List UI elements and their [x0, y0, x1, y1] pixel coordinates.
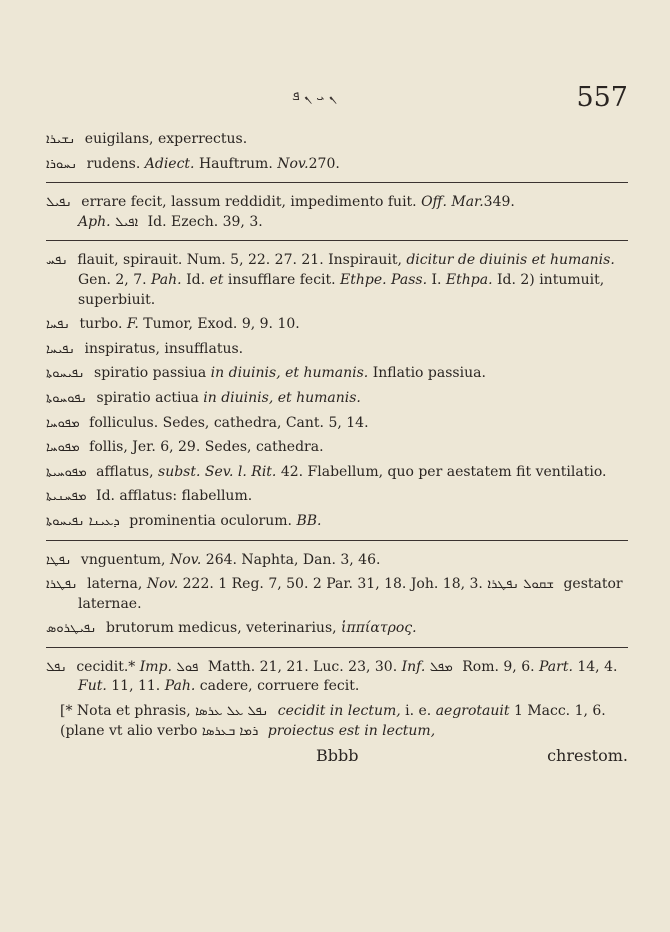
page-number: 557 [576, 82, 628, 113]
syriac-headword: ܢܦܝܠ [46, 195, 72, 211]
entry-prominentia: ܕܥܝܢܐ ܢܦܝܚܘܬܐ prominentia oculorum. BB. [46, 512, 322, 529]
entry-follis: ܡܦܘܚܐ follis, Jer. 6, 29. Sedes, cathedra. [46, 439, 324, 456]
entry-inspiratus: ܢܦܝܚܐ inspiratus, insufflatus. [46, 340, 244, 357]
section-divider [46, 647, 628, 648]
catchword: chrestom. [547, 746, 628, 766]
syriac-headword: ܡܦܘܚܐ [46, 415, 80, 431]
section-divider [46, 182, 628, 183]
entry-euigilans: ܢܫܝܪܐ euigilans, experrectus. [46, 131, 248, 147]
page-header [0, 82, 670, 122]
signature-mark: Bbbb [316, 746, 359, 766]
syriac-form: ܦܘܠ [176, 659, 199, 675]
syriac-phrase: ܪܡܐ ܒܥܪܣܐ [201, 723, 259, 739]
entry-flabellum: ܡܦܚܢܝܬܐ Id. afflatus: flabellum. [46, 488, 253, 505]
entry-folliculus: ܡܦܘܚܐ folliculus. Sedes, cathedra, Cant. 5, 14. [46, 414, 369, 431]
dictionary-entries [46, 130, 628, 766]
syriac-headword: ܡܦܚܢܝܬܐ [46, 489, 87, 505]
syriac-headword: ܕܥܝܢܐ ܢܦܝܚܘܬܐ [46, 513, 120, 529]
syriac-headword: ܡܦܘܚܐ [46, 440, 80, 456]
entry-cecidit: ܢܦܠ cecidit.* Imp. ܦܘܠ Matth. 21, 21. Luc. 23, 30. Inf. ܡܦܠ Rom. 9, 6. Part. 14, 4. Fut. 11, 11. Pah. cadere, corruere fecit. [46, 658, 618, 695]
syriac-headword: ܢܚܘܪܐ [46, 156, 78, 172]
syriac-headword: ܢܦܝܚܐ [46, 341, 76, 357]
page-footer [46, 746, 628, 766]
syriac-headword: ܢܦܚ [46, 253, 68, 269]
syriac-headword: ܢܦܛܐ [46, 552, 72, 568]
running-head: ܢ ܝ ܢ ܦ [292, 88, 337, 104]
syriac-form: ܐܦܝܠ [115, 214, 139, 230]
syriac-form: ܡܦܠ [429, 659, 453, 675]
footnote: [* Nota et phrasis, ܢܦܠ ܥܠ ܥܪܣܐ cecidit in lectum, i. e. aegrotauit 1 Macc. 1, 6. (plane vt alio verbo ܪܡܐ ܒܥܪܣܐ proiectus est in lectum, [60, 703, 606, 739]
syriac-headword: ܢܦܠ [46, 659, 67, 675]
syriac-headword: ܢܦܛܪܐ [46, 577, 78, 593]
entry-veterinarius: ܢܦܝܛܪܘܣ brutorum medicus, veterinarius, ἱππίατρος. [46, 620, 417, 637]
entry-spiratio-actiua: ܢܦܘܚܘܬܐ spiratio actiua in diuinis, et humanis. [46, 389, 361, 406]
syriac-headword: ܡܦܘܚܝܬܐ [46, 464, 87, 480]
entry-errare: ܢܦܝܠ errare fecit, lassum reddidit, impedimento fuit. Off. Mar.349. Aph. ܐܦܝܠ Id. Ezech. 39, 3. [46, 194, 515, 230]
section-divider [46, 540, 628, 541]
syriac-headword: ܢܦܘܚܘܬܐ [46, 390, 88, 406]
section-divider [46, 240, 628, 241]
entry-turbo: ܢܦܚܐ turbo. F. Tumor, Exod. 9, 9. 10. [46, 316, 300, 333]
entry-rudens: ܢܚܘܪܐ rudens. Adiect. Hauftrum. Nov.270. [46, 155, 340, 172]
syriac-headword: ܢܦܚܐ [46, 317, 71, 333]
entry-spiratio-passiua: ܢܦܝܚܘܬܐ spiratio passiua in diuinis, et humanis. Inflatio passiua. [46, 365, 486, 382]
entry-flauit: ܢܦܚ flauit, spirauit. Num. 5, 22. 27. 21. Inspirauit, dicitur de diuinis et humanis. Gen. 2, 7. Pah. Id. et insufflare fecit. Ethpe. Pass. I. Ethpa. Id. 2) intumuit, superbiuit. [46, 252, 615, 308]
entry-vnguentum: ܢܦܛܐ vnguentum, Nov. 264. Naphta, Dan. 3, 46. [46, 551, 381, 568]
syriac-headword: ܢܫܝܪܐ [46, 132, 76, 147]
syriac-headword: ܢܦܝܚܘܬܐ [46, 366, 85, 382]
syriac-phrase: ܢܦܠ ܥܠ ܥܪܣܐ [195, 704, 269, 720]
syriac-form: ܫܩܘܠ ܢܦܛܪܐ [487, 577, 554, 593]
entry-afflatus: ܡܦܘܚܝܬܐ afflatus, subst. Sev. l. Rit. 42. Flabellum, quo per aestatem fit ventilatio. [46, 463, 607, 480]
syriac-headword: ܢܦܝܛܪܘܣ [46, 621, 97, 637]
entry-laterna: ܢܦܛܪܐ laterna, Nov. 222. 1 Reg. 7, 50. 2 Par. 31, 18. Joh. 18, 3. ܫܩܘܠ ܢܦܛܪܐ gestator laternae. [46, 576, 623, 612]
